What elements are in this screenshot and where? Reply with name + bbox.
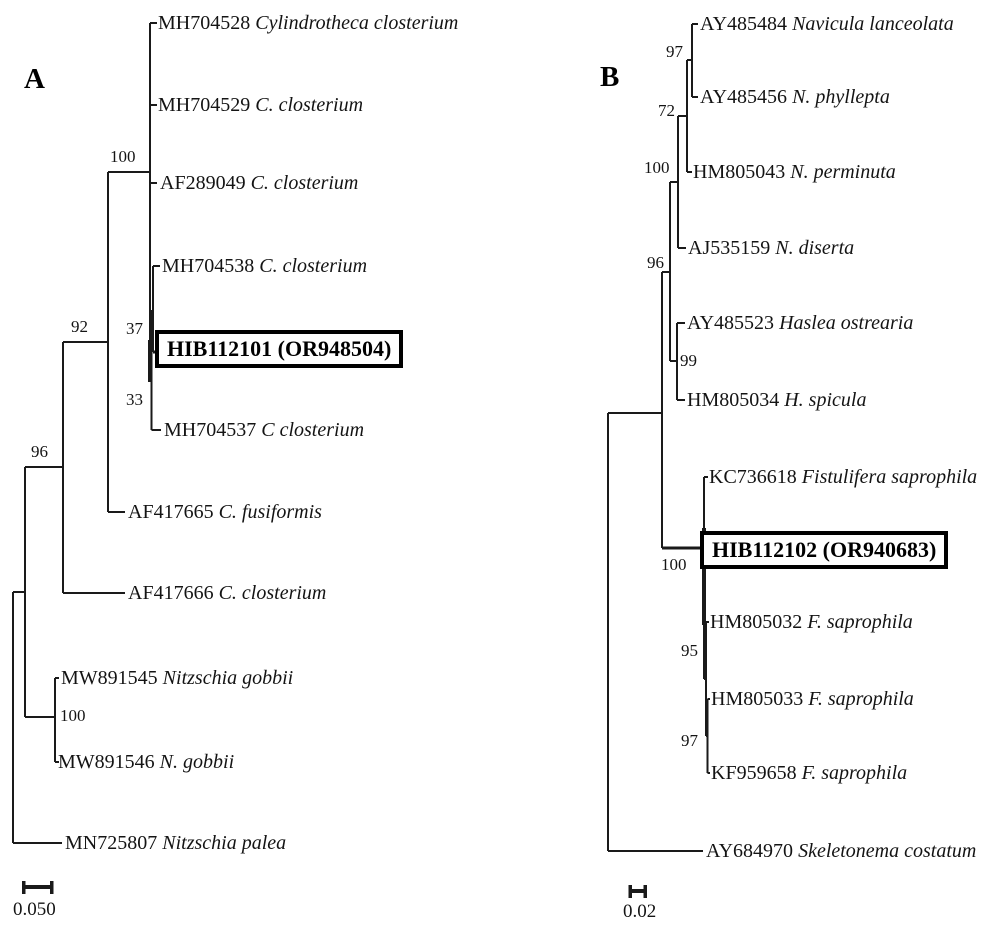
bootstrap-value: 95 xyxy=(681,641,698,660)
taxon-label: HM805033 F. saprophila xyxy=(711,688,914,710)
taxon-label: AF289049 C. closterium xyxy=(160,172,359,194)
highlighted-taxon-box: HIB112101 (OR948504) xyxy=(155,330,403,368)
taxon-label: HM805043 N. perminuta xyxy=(693,161,896,183)
taxon-label: AF417665 C. fusiformis xyxy=(128,501,322,523)
bootstrap-value: 100 xyxy=(60,706,86,725)
scale-bar-label: 0.050 xyxy=(13,899,56,920)
taxon-label: MW891546 N. gobbii xyxy=(58,751,235,773)
bootstrap-value: 92 xyxy=(71,317,88,336)
bootstrap-value: 33 xyxy=(126,390,143,409)
bootstrap-value: 72 xyxy=(658,101,675,120)
taxon-label: AY485484 Navicula lanceolata xyxy=(700,13,954,35)
panel-a-letter: A xyxy=(24,63,45,95)
bootstrap-value: 100 xyxy=(644,158,670,177)
taxon-label: MH704528 Cylindrotheca closterium xyxy=(158,12,459,34)
bootstrap-value: 37 xyxy=(126,319,143,338)
taxon-label: HM805032 F. saprophila xyxy=(710,611,913,633)
bootstrap-value: 99 xyxy=(680,351,697,370)
taxon-label: MH704529 C. closterium xyxy=(158,94,364,116)
bootstrap-value: 96 xyxy=(31,442,48,461)
taxon-label: MW891545 Nitzschia gobbii xyxy=(61,667,294,689)
taxon-label: AY485456 N. phyllepta xyxy=(700,86,890,108)
taxon-label: MH704538 C. closterium xyxy=(162,255,368,277)
highlighted-taxon-box: HIB112102 (OR940683) xyxy=(700,531,948,569)
bootstrap-value: 97 xyxy=(681,731,698,750)
taxon-label: AJ535159 N. diserta xyxy=(688,237,855,259)
bootstrap-value: 100 xyxy=(110,147,136,166)
taxon-label: KC736618 Fistulifera saprophila xyxy=(709,466,978,488)
bootstrap-value: 96 xyxy=(647,253,664,272)
taxon-label: HM805034 H. spicula xyxy=(687,389,867,411)
bootstrap-value: 97 xyxy=(666,42,683,61)
scale-bar-label: 0.02 xyxy=(623,901,657,922)
taxon-label: KF959658 F. saprophila xyxy=(711,762,908,784)
taxon-label: MN725807 Nitzschia palea xyxy=(65,832,287,854)
taxon-label: MH704537 C closterium xyxy=(164,419,365,441)
taxon-label: AF417666 C. closterium xyxy=(128,582,327,604)
panel-b-letter: B xyxy=(600,61,620,93)
taxon-label: AY684970 Skeletonema costatum xyxy=(706,840,977,862)
bootstrap-value: 100 xyxy=(661,555,687,574)
taxon-label: AY485523 Haslea ostrearia xyxy=(687,312,914,334)
